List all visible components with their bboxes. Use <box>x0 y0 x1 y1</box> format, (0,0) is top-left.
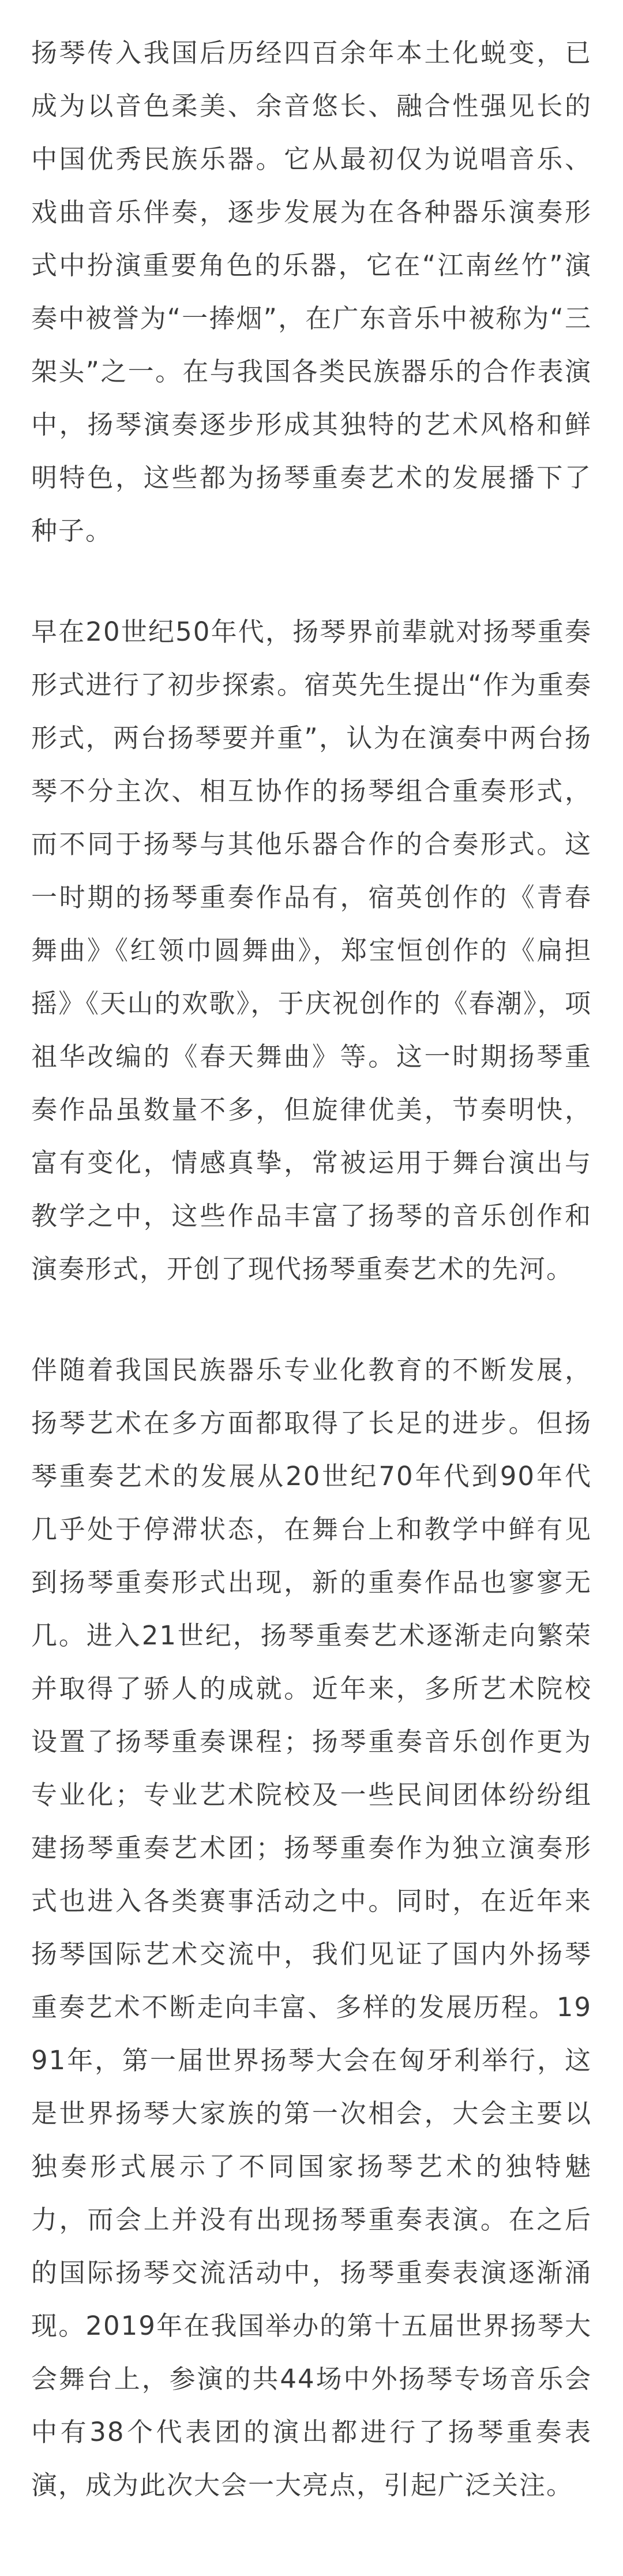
paragraph-3: 伴随着我国民族器乐专业化教育的不断发展，扬琴艺术在多方面都取得了长足的进步。但扬琴重奏艺术的发展从20世纪70年代到90年代几乎处于停滞状态，在舞台上和教学中鲜有见到扬琴重奏形式出现，新的重奏作品也寥寥无几。进入21世纪，扬琴重奏艺术逐渐走向繁荣并取得了骄人的成就。近年来，多所艺术院校设置了扬琴重奏课程；扬琴重奏音乐创作更为专业化；专业艺术院校及一些民间团体纷纷组建扬琴重奏艺术团；扬琴重奏作为独立演奏形式也进入各类赛事活动之中。同时，在近年来扬琴国际艺术交流中，我们见证了国内外扬琴重奏艺术不断走向丰富、多样的发展历程。1991年，第一届世界扬琴大会在匈牙利举行，这是世界扬琴大家族的第一次相会，大会主要以独奏形式展示了不同国家扬琴艺术的独特魅力，而会上并没有出现扬琴重奏表演。在之后的国际扬琴交流活动中，扬琴重奏表演逐渐涌现。2019年在我国举办的第十五届世界扬琴大会舞台上，参演的共44场中外扬琴专场音乐会中有38个代表团的演出都进行了扬琴重奏表演，成为此次大会一大亮点，引起广泛关注。 <box>31 1355 592 2500</box>
paragraph-2: 早在20世纪50年代，扬琴界前辈就对扬琴重奏形式进行了初步探索。宿英先生提出“作为重奏形式，两台扬琴要并重”，认为在演奏中两台扬琴不分主次、相互协作的扬琴组合重奏形式，而不同于扬琴与其他乐器合作的合奏形式。这一时期的扬琴重奏作品有，宿英创作的《青春舞曲》《红领巾圆舞曲》，郑宝恒创作的《扁担摇》《天山的欢歌》，于庆祝创作的《春潮》，项祖华改编的《春天舞曲》等。这一时期扬琴重奏作品虽数量不多，但旋律优美，节奏明快，富有变化，情感真挚，常被运用于舞台演出与教学之中，这些作品丰富了扬琴的音乐创作和演奏形式，开创了现代扬琴重奏艺术的先河。 <box>31 616 592 1284</box>
paragraph-1: 扬琴传入我国后历经四百余年本土化蜕变，已成为以音色柔美、余音悠长、融合性强见长的中国优秀民族乐器。它从最初仅为说唱音乐、戏曲音乐伴奏，逐步发展为在各种器乐演奏形式中扮演重要角色的乐器，它在“江南丝竹”演奏中被誉为“一捧烟”，在广东音乐中被称为“三架头”之一。在与我国各类民族器乐的合作表演中，扬琴演奏逐步形成其独特的艺术风格和鲜明特色，这些都为扬琴重奏艺术的发展播下了种子。 <box>31 38 592 546</box>
